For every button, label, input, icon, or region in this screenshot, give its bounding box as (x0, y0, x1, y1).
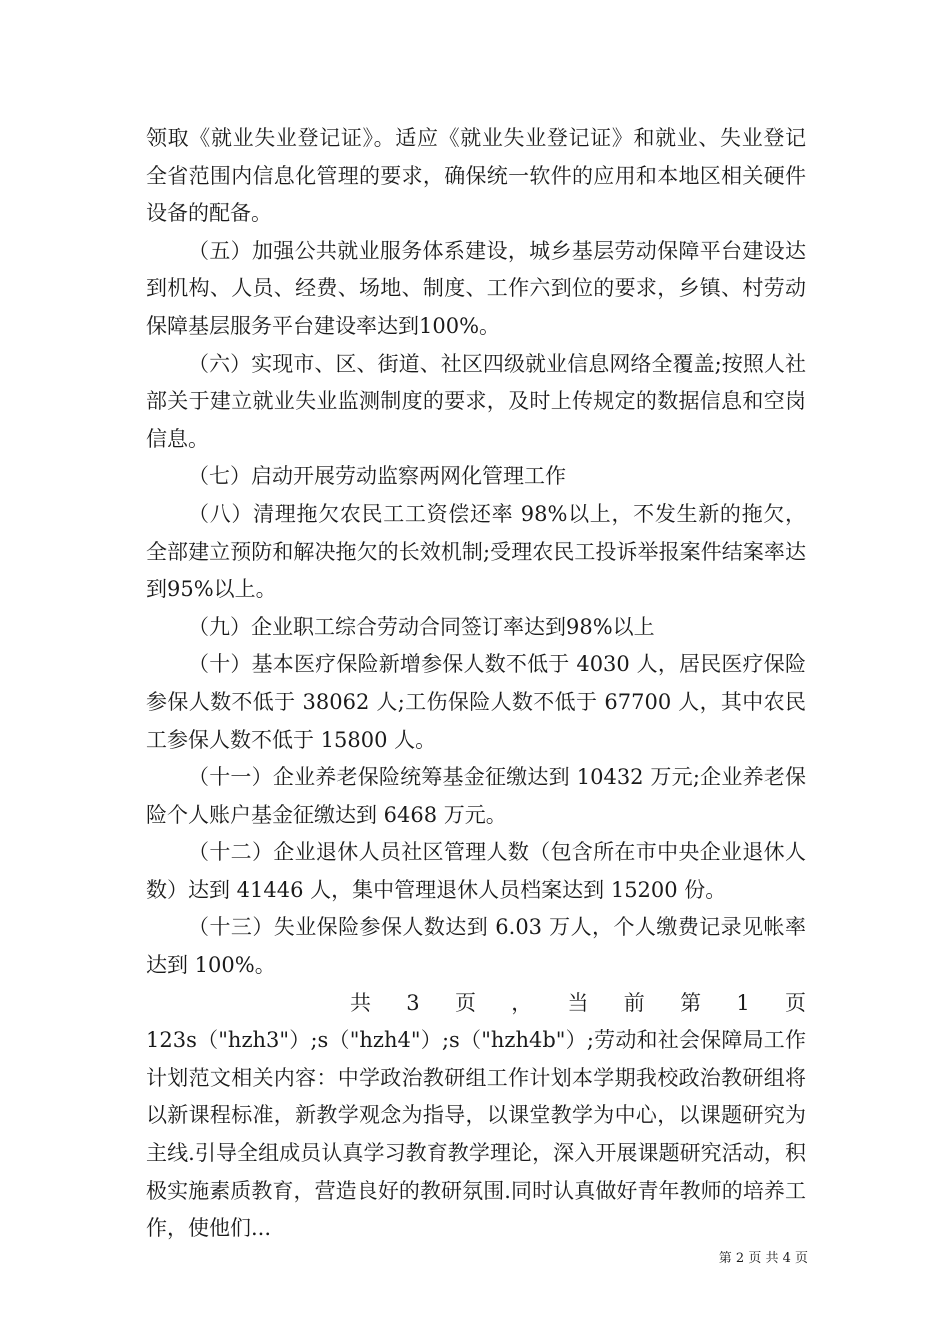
page-number-label: 第 2 页 共 4 页 (718, 1251, 808, 1266)
page-footer (0, 1247, 808, 1266)
paragraph-item-8: （八）清理拖欠农民工工资偿还率 98%以上，不发生新的拖欠，全部建立预防和解决拖欠的长效机制;受理农民工投诉举报案件结案率达到95%以上。 (146, 501, 806, 602)
page-count-line (146, 985, 806, 1023)
paragraph-item-13: （十三）失业保险参保人数达到 6.03 万人，个人缴费记录见帐率达到 100%。 (146, 915, 806, 978)
page-count-token: 当 (567, 990, 589, 1015)
page-count-token: 3 (406, 990, 420, 1015)
paragraph-item-6: （六）实现市、区、街道、社区四级就业信息网络全覆盖;按照人社部关于建立就业失业监测制度的要求，及时上传规定的数据信息和空岗信息。 (146, 351, 806, 451)
page-count-token: 共 (350, 990, 371, 1015)
document-body (146, 120, 806, 1248)
page-count-token: 页 (454, 990, 476, 1015)
paragraph-continuation: 领取《就业失业登记证》。适应《就业失业登记证》和就业、失业登记全省范围内信息化管理的要求，确保统一软件的应用和本地区相关硬件设备的配备。 (146, 126, 806, 226)
paragraph-item-11: （十一）企业养老保险统筹基金征缴达到 10432 万元;企业养老保险个人账户基金征缴达到 6468 万元。 (146, 765, 806, 827)
page-count-token: 页 (785, 990, 806, 1015)
page-count-token: 前 (623, 990, 645, 1015)
paragraph-item-10: （十）基本医疗保险新增参保人数不低于 4030 人，居民医疗保险参保人数不低于 38062 人;工伤保险人数不低于 67700 人，其中农民工参保人数不低于 15800 人。 (146, 652, 806, 752)
paragraph-item-7: （七）启动开展劳动监察两网化管理工作 (188, 464, 566, 489)
paragraph-related-content: 123s（"hzh3"）;s（"hzh4"）;s（"hzh4b"）;劳动和社会保障局工作计划范文相关内容：中学政治教研组工作计划本学期我校政治教研组将以新课程标准，新教学观念为指导，以课堂教学为中心，以课题研究为主线.引导全组成员认真学习教育教学理论，深入开展课题研究活动，积极实施素质教育，营造良好的教研氛围.同时认真做好青年教师的培养工作，使他们... (146, 1028, 806, 1241)
paragraph-item-9: （九）企业职工综合劳动合同签订率达到98%以上 (188, 614, 655, 639)
paragraph-item-12: （十二）企业退休人员社区管理人数（包含所在市中央企业退休人数）达到 41446 人，集中管理退休人员档案达到 15200 份。 (146, 840, 806, 902)
paragraph-item-5: （五）加强公共就业服务体系建设，城乡基层劳动保障平台建设达到机构、人员、经费、场地、制度、工作六到位的要求，乡镇、村劳动保障基层服务平台建设率达到100%。 (146, 238, 806, 338)
page-count-token: 1 (736, 990, 750, 1015)
page-count-token: ， (511, 990, 533, 1015)
page-count-token: 第 (680, 990, 702, 1015)
